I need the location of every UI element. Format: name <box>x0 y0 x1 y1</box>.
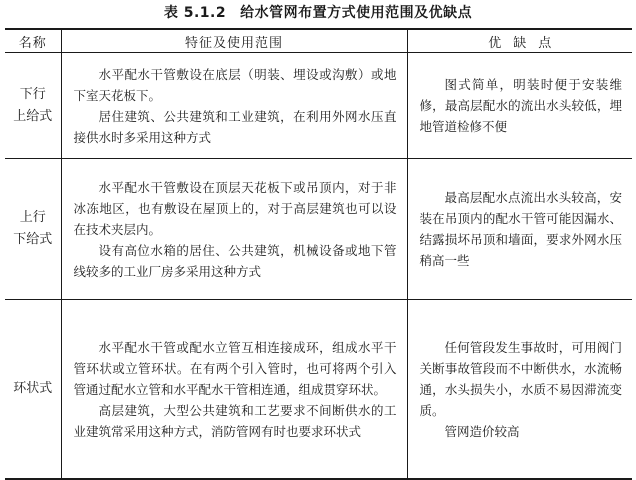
row-name-cell <box>5 300 61 480</box>
feature-paragraph: 水平配水干管或配水立管互相连接成环，组成水平干管环状或立管环状。在有两个引入管时，也可将两个引入管通过配水立管和水平配水干管相连通，组成贯穿环状。 <box>73 339 397 397</box>
row-pros-cons-cell <box>407 159 632 300</box>
row-name-line: 上给式 <box>13 108 53 124</box>
row-name-line: 下行 <box>19 86 46 102</box>
pros-cons-paragraph: 图式简单，明装时便于安装维修，最高层配水的流出水头较低，埋地管道检修不便 <box>419 77 622 134</box>
pros-cons-paragraph: 最高层配水点流出水头较高，安装在吊顶内的配水干管可能因漏水、结露损坏吊顶和墙面，要求外网水压稍高一些 <box>419 190 622 268</box>
table-title: 给水管网布置方式使用范围及优缺点 <box>240 5 473 21</box>
table-row <box>5 159 632 300</box>
row-features-cell <box>61 159 407 300</box>
row-name-cell <box>5 53 61 159</box>
table-caption <box>0 0 636 26</box>
feature-paragraph: 居住建筑、公共建筑和工业建筑，在利用外网水压直接供水时多采用这种方式 <box>73 108 397 145</box>
row-features-cell <box>61 300 407 480</box>
pipe-layout-table <box>5 28 632 480</box>
row-name-line: 上行 <box>19 210 46 225</box>
feature-paragraph: 水平配水干管敷设在底层（明装、埋设或沟敷）或地下室天花板下。 <box>73 66 397 103</box>
feature-paragraph: 设有高位水箱的居住、公共建筑，机械设备或地下管线较多的工业厂房多采用这种方式 <box>73 242 397 279</box>
row-pros-cons-cell <box>407 53 632 159</box>
row-name-cell <box>5 159 61 300</box>
pros-cons-paragraph: 管网造价较高 <box>444 423 520 439</box>
table-number: 表 5.1.2 <box>163 5 227 21</box>
header-name: 名称 <box>5 29 61 53</box>
row-name-line: 环状式 <box>13 381 53 396</box>
header-features: 特征及使用范围 <box>61 29 407 53</box>
table-row <box>5 53 632 159</box>
header-row <box>5 29 632 53</box>
row-pros-cons-cell <box>407 300 632 480</box>
feature-paragraph: 水平配水干管敷设在顶层天花板下或吊顶内，对于非冰冻地区，也有敷设在屋顶上的，对于高层建筑也可以设在技术夹层内。 <box>73 179 397 237</box>
table-row <box>5 300 632 480</box>
pros-cons-paragraph: 任何管段发生事故时，可用阀门关断事故管段而不中断供水，水流畅通，水头损失小，水质不易因滞流变质。 <box>419 339 622 418</box>
header-pros-cons: 优缺点 <box>407 29 632 53</box>
row-name-line: 下给式 <box>13 232 53 247</box>
feature-paragraph: 高层建筑，大型公共建筑和工艺要求不间断供水的工业建筑常采用这种方式，消防管网有时也要求环状式 <box>73 402 397 439</box>
row-features-cell <box>61 53 407 159</box>
